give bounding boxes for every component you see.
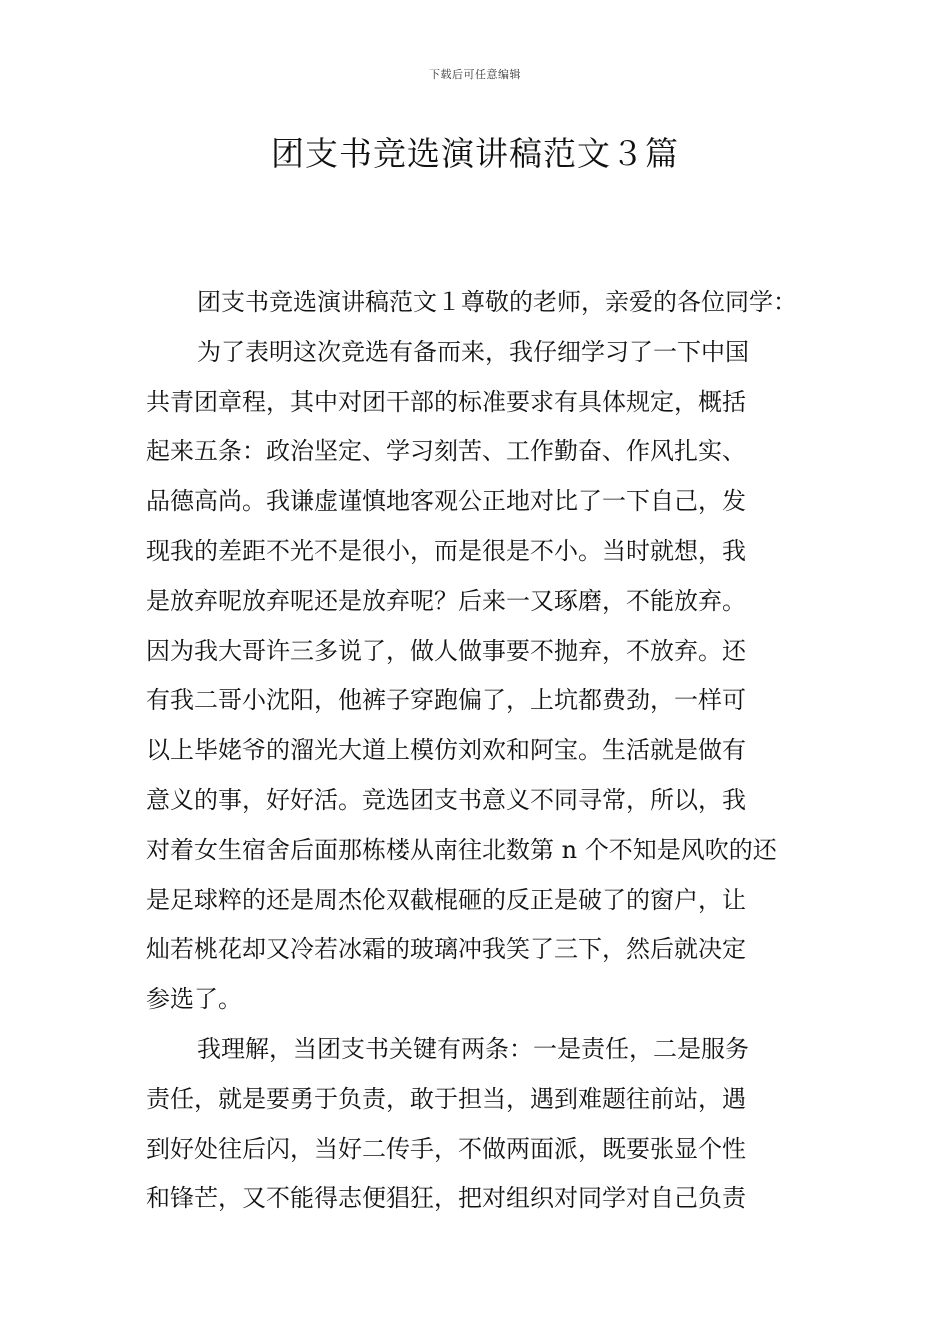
text-line: 以上毕姥爷的溜光大道上模仿刘欢和阿宝。生活就是做有	[146, 736, 746, 765]
text-line: 品德高尚。我谦虚谨慎地客观公正地对比了一下自己，发	[146, 487, 746, 516]
text-line: 为了表明这次竞选有备而来，我仔细学习了一下中国	[197, 337, 749, 366]
text-line: 团支书竞选演讲稿范文１尊敬的老师，亲爱的各位同学：	[197, 288, 797, 316]
text-line: 灿若桃花却又冷若冰霜的玻璃冲我笑了三下，然后就决定	[146, 935, 746, 964]
text-line: 责任，就是要勇于负责，敢于担当，遇到难题往前站，遇	[146, 1084, 746, 1113]
document-title: 团支书竞选演讲稿范文３篇	[271, 134, 679, 173]
text-line: 和锋芒，又不能得志便猖狂，把对组织对同学对自己负责	[146, 1184, 746, 1213]
text-line: 有我二哥小沈阳，他裤子穿跑偏了，上坑都费劲，一样可	[146, 686, 746, 715]
text-line: 起来五条：政治坚定、学习刻苦、工作勤奋、作风扎实、	[146, 437, 746, 466]
text-line: 到好处往后闪，当好二传手，不做两面派，既要张显个性	[146, 1134, 746, 1163]
text-line: 意义的事，好好活。竞选团支书意义不同寻常，所以，我	[146, 785, 746, 814]
header-note: 下载后可任意编辑	[429, 68, 521, 81]
text-line: 是放弃呢放弃呢还是放弃呢？后来一又琢磨，不能放弃。	[146, 586, 746, 615]
text-line: 我理解，当团支书关键有两条：一是责任，二是服务	[197, 1034, 749, 1063]
text-line: 共青团章程，其中对团干部的标准要求有具体规定，概括	[146, 387, 746, 416]
text-line: 是足球粹的还是周杰伦双截棍砸的反正是破了的窗户，让	[146, 885, 746, 914]
body-text	[146, 278, 810, 1224]
text-line: 现我的差距不光不是很小，而是很是不小。当时就想，我	[146, 536, 746, 565]
text-line: 对着女生宿舍后面那栋楼从南往北数第 n 个不知是风吹的还	[146, 835, 777, 864]
text-line: 参选了。	[146, 985, 242, 1014]
text-line: 因为我大哥许三多说了，做人做事要不抛弃，不放弃。还	[146, 636, 746, 665]
